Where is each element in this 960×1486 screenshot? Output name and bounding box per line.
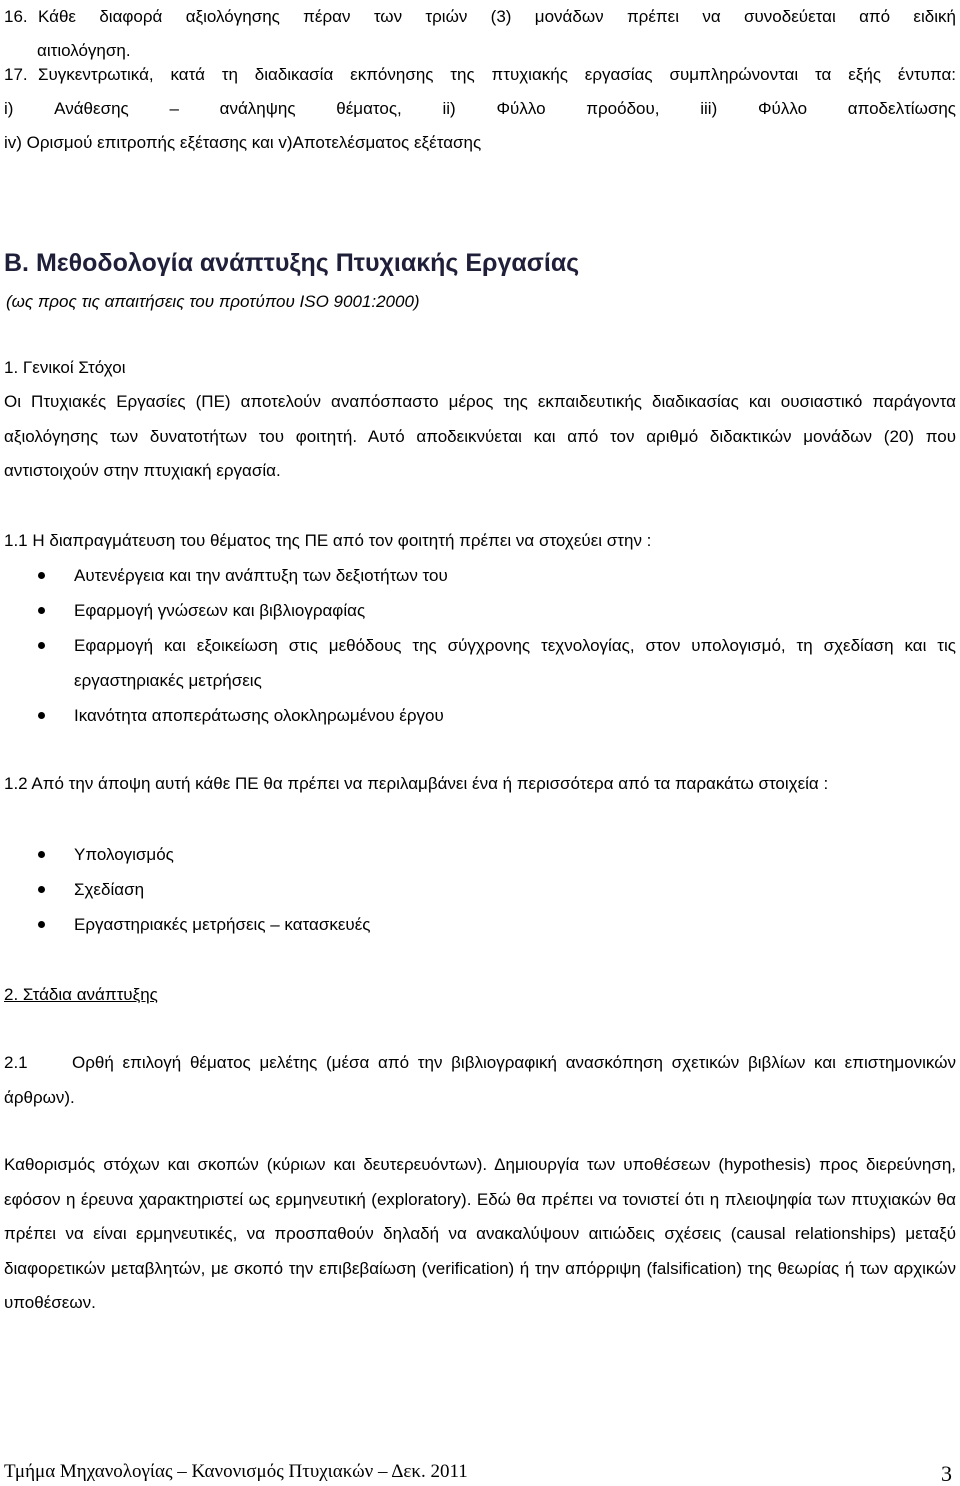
item-17-text-line1: Συγκεντρωτικά, κατά τη διαδικασία εκπόνησης της πτυχιακής εργασίας συμπληρώνονται τα εξής έντυπα:: [38, 65, 956, 84]
page-footer: [4, 1460, 956, 1484]
item-17-text-line2: i) Ανάθεσης – ανάληψης θέματος, ii) Φύλλο προόδου, iii) Φύλλο αποδελτίωσης: [4, 99, 956, 118]
section-1-1-list: [4, 558, 956, 733]
stages-paragraph: Καθορισμός στόχων και σκοπών (κύριων και δευτερευόντων). Δημιουργία των υποθέσεων (hypothesis) προς διερεύνηση, εφόσον η έρευνα χαρακτηριστεί ως ερμηνευτική (exploratory). Εδώ θα πρέπει να τονιστεί ότι η πλειοψηφία των πτυχιακών θα πρέπει να είναι ερμηνευτικές, να προσπαθούν δηλαδή να ανακαλύψουν αιτιώδεις σχέσεις (causal relationships) μεταξύ διαφορετικών μεταβλητών, με σκοπό την επιβεβαίωση (verification) ή την απόρριψη (falsification) της θεωρίας ή των αρχικών υποθέσεων.: [4, 1155, 956, 1312]
stages-heading: 2. Στάδια ανάπτυξης: [4, 985, 158, 1004]
section-1-2-intro: 1.2 Από την άποψη αυτή κάθε ΠΕ θα πρέπει να περιλαμβάνει ένα ή περισσότερα από τα παρακάτω στοιχεία :: [4, 774, 829, 793]
section-2-1-text: Ορθή επιλογή θέματος μελέτης (μέσα από την βιβλιογραφική ανασκόπηση σχετικών βιβλίων και επιστημονικών άρθρων).: [4, 1053, 956, 1107]
section-b-title: B. Μεθοδολογία ανάπτυξης Πτυχιακής Εργασίας: [4, 249, 580, 277]
item-number: 16.: [4, 7, 28, 26]
footer-text: Τμήμα Μηχανολογίας – Κανονισμός Πτυχιακών – Δεκ. 2011: [4, 1461, 468, 1482]
list-item: Ικανότητα αποπεράτωσης ολοκληρωμένου έργου: [4, 698, 956, 733]
list-item: Σχεδίαση: [4, 872, 956, 907]
section-1-1-intro: 1.1 Η διαπραγμάτευση του θέματος της ΠΕ από τον φοιτητή πρέπει να στοχεύει στην :: [4, 531, 652, 550]
item-17-text-line3: iv) Ορισμού επιτροπής εξέτασης και v)Αποτελέσματος εξέτασης: [4, 133, 482, 152]
item-16-text-line2: αιτιολόγηση.: [37, 41, 131, 60]
bullet-icon: [38, 642, 45, 649]
goals-paragraph: Οι Πτυχιακές Εργασίες (ΠΕ) αποτελούν αναπόσπαστο μέρος της εκπαιδευτικής διαδικασίας και ουσιαστικό παράγοντα αξιολόγησης των δυνατοτήτων του φοιτητή. Αυτό αποδεικνύεται και από τον αριθμό διδακτικών μονάδων (20) που αντιστοιχούν στην πτυχιακή εργασία.: [4, 392, 956, 480]
goals-heading: 1. Γενικοί Στόχοι: [4, 358, 126, 377]
bullet-icon: [38, 712, 45, 719]
page-number: 3: [941, 1461, 952, 1486]
item-16-text-line1: Κάθε διαφορά αξιολόγησης πέραν των τριών (3) μονάδων πρέπει να συνοδεύεται από ειδική: [38, 7, 956, 26]
section-1-2-list: [4, 837, 956, 942]
section-2-1: [4, 1046, 956, 1115]
item-17: [4, 58, 956, 160]
item-number: 17.: [4, 65, 28, 84]
section-b-subtitle: (ως προς τις απαιτήσεις του προτύπου ISO 9001:2000): [6, 292, 420, 311]
list-item: Υπολογισμός: [4, 837, 956, 872]
section-2-1-number: 2.1: [4, 1053, 28, 1072]
bullet-icon: [38, 921, 45, 928]
list-item: Εργαστηριακές μετρήσεις – κατασκευές: [4, 907, 956, 942]
bullet-icon: [38, 572, 45, 579]
list-item: Εφαρμογή γνώσεων και βιβλιογραφίας: [4, 593, 956, 628]
bullet-icon: [38, 851, 45, 858]
list-item: Εφαρμογή και εξοικείωση στις μεθόδους της σύγχρονης τεχνολογίας, στον υπολογισμό, τη σχεδίαση και τις εργαστηριακές μετρήσεις: [4, 628, 956, 698]
list-item: Αυτενέργεια και την ανάπτυξη των δεξιοτήτων του: [4, 558, 956, 593]
bullet-icon: [38, 886, 45, 893]
bullet-icon: [38, 607, 45, 614]
